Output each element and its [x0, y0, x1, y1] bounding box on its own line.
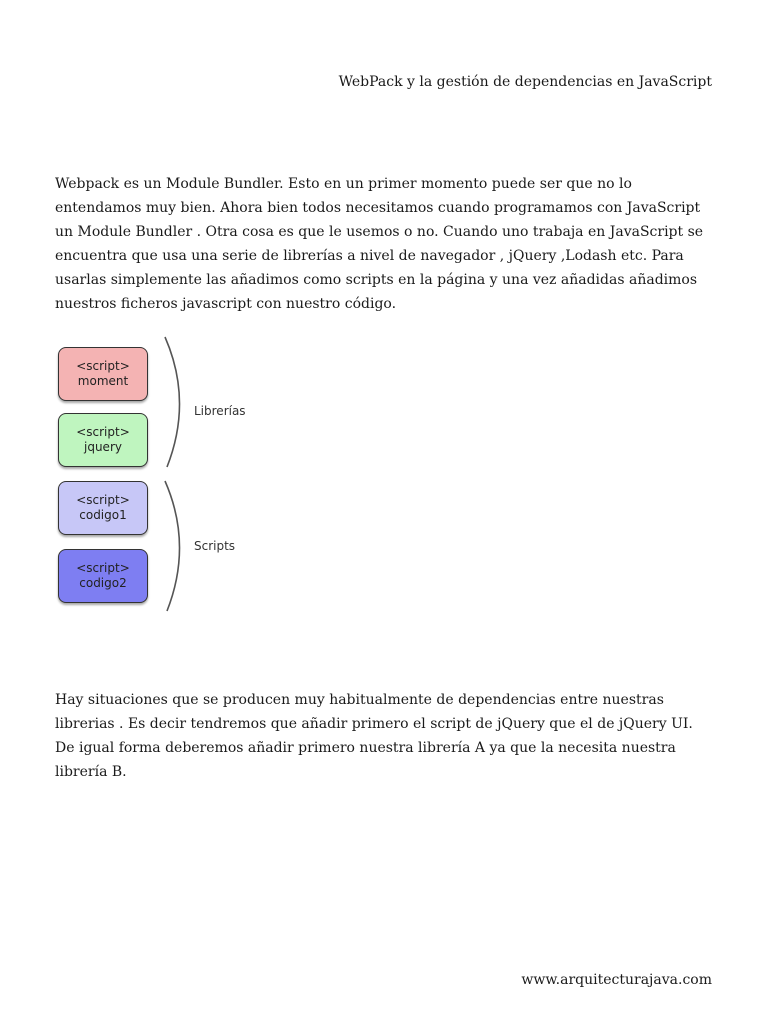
paragraph-line: un Module Bundler . Otra cosa es que le usemos o no. Cuando uno trabaja en JavaScript se — [55, 224, 704, 240]
scripts-brace — [165, 481, 180, 611]
document-header-title: WebPack y la gestión de dependencias en JavaScript — [338, 74, 712, 90]
script-box-codigo1 — [58, 481, 148, 535]
paragraph-line: Webpack es un Module Bundler. Esto en un primer momento puede ser que no lo — [55, 176, 632, 192]
script-box-codigo2 — [58, 549, 148, 603]
group-label-librerias: Librerías — [194, 404, 246, 418]
script-box-jquery — [58, 413, 148, 467]
script-tag-label: <script> — [76, 425, 130, 439]
script-name-label: codigo2 — [79, 576, 127, 590]
dependencies-paragraph — [55, 688, 725, 784]
script-tag-label: <script> — [76, 561, 130, 575]
script-dependency-diagram — [55, 335, 295, 615]
paragraph-line: Hay situaciones que se producen muy habitualmente de dependencias entre nuestras — [55, 692, 664, 708]
footer-website-url: www.arquitecturajava.com — [521, 972, 712, 988]
paragraph-line: encuentra que usa una serie de librerías a nivel de navegador , jQuery ,Lodash etc. Para — [55, 248, 684, 264]
intro-paragraph — [55, 172, 725, 316]
paragraph-line: De igual forma deberemos añadir primero nuestra librería A ya que la necesita nuestra — [55, 740, 676, 756]
paragraph-line: usarlas simplemente las añadimos como scripts en la página y una vez añadidas añadimos — [55, 272, 698, 288]
paragraph-line: librería B. — [55, 764, 127, 780]
script-name-label: codigo1 — [79, 508, 127, 522]
paragraph-line: entendamos muy bien. Ahora bien todos necesitamos cuando programamos con JavaScript — [55, 200, 701, 216]
librerias-brace — [165, 337, 180, 467]
script-name-label: moment — [77, 374, 129, 388]
script-tag-label: <script> — [76, 493, 130, 507]
script-name-label: jquery — [84, 440, 122, 454]
group-label-scripts: Scripts — [194, 539, 236, 553]
script-box-moment — [58, 347, 148, 401]
paragraph-line: nuestros ficheros javascript con nuestro código. — [55, 296, 397, 312]
script-tag-label: <script> — [76, 359, 130, 373]
paragraph-line: librerias . Es decir tendremos que añadir primero el script de jQuery que el de jQuery UI. — [55, 716, 693, 732]
